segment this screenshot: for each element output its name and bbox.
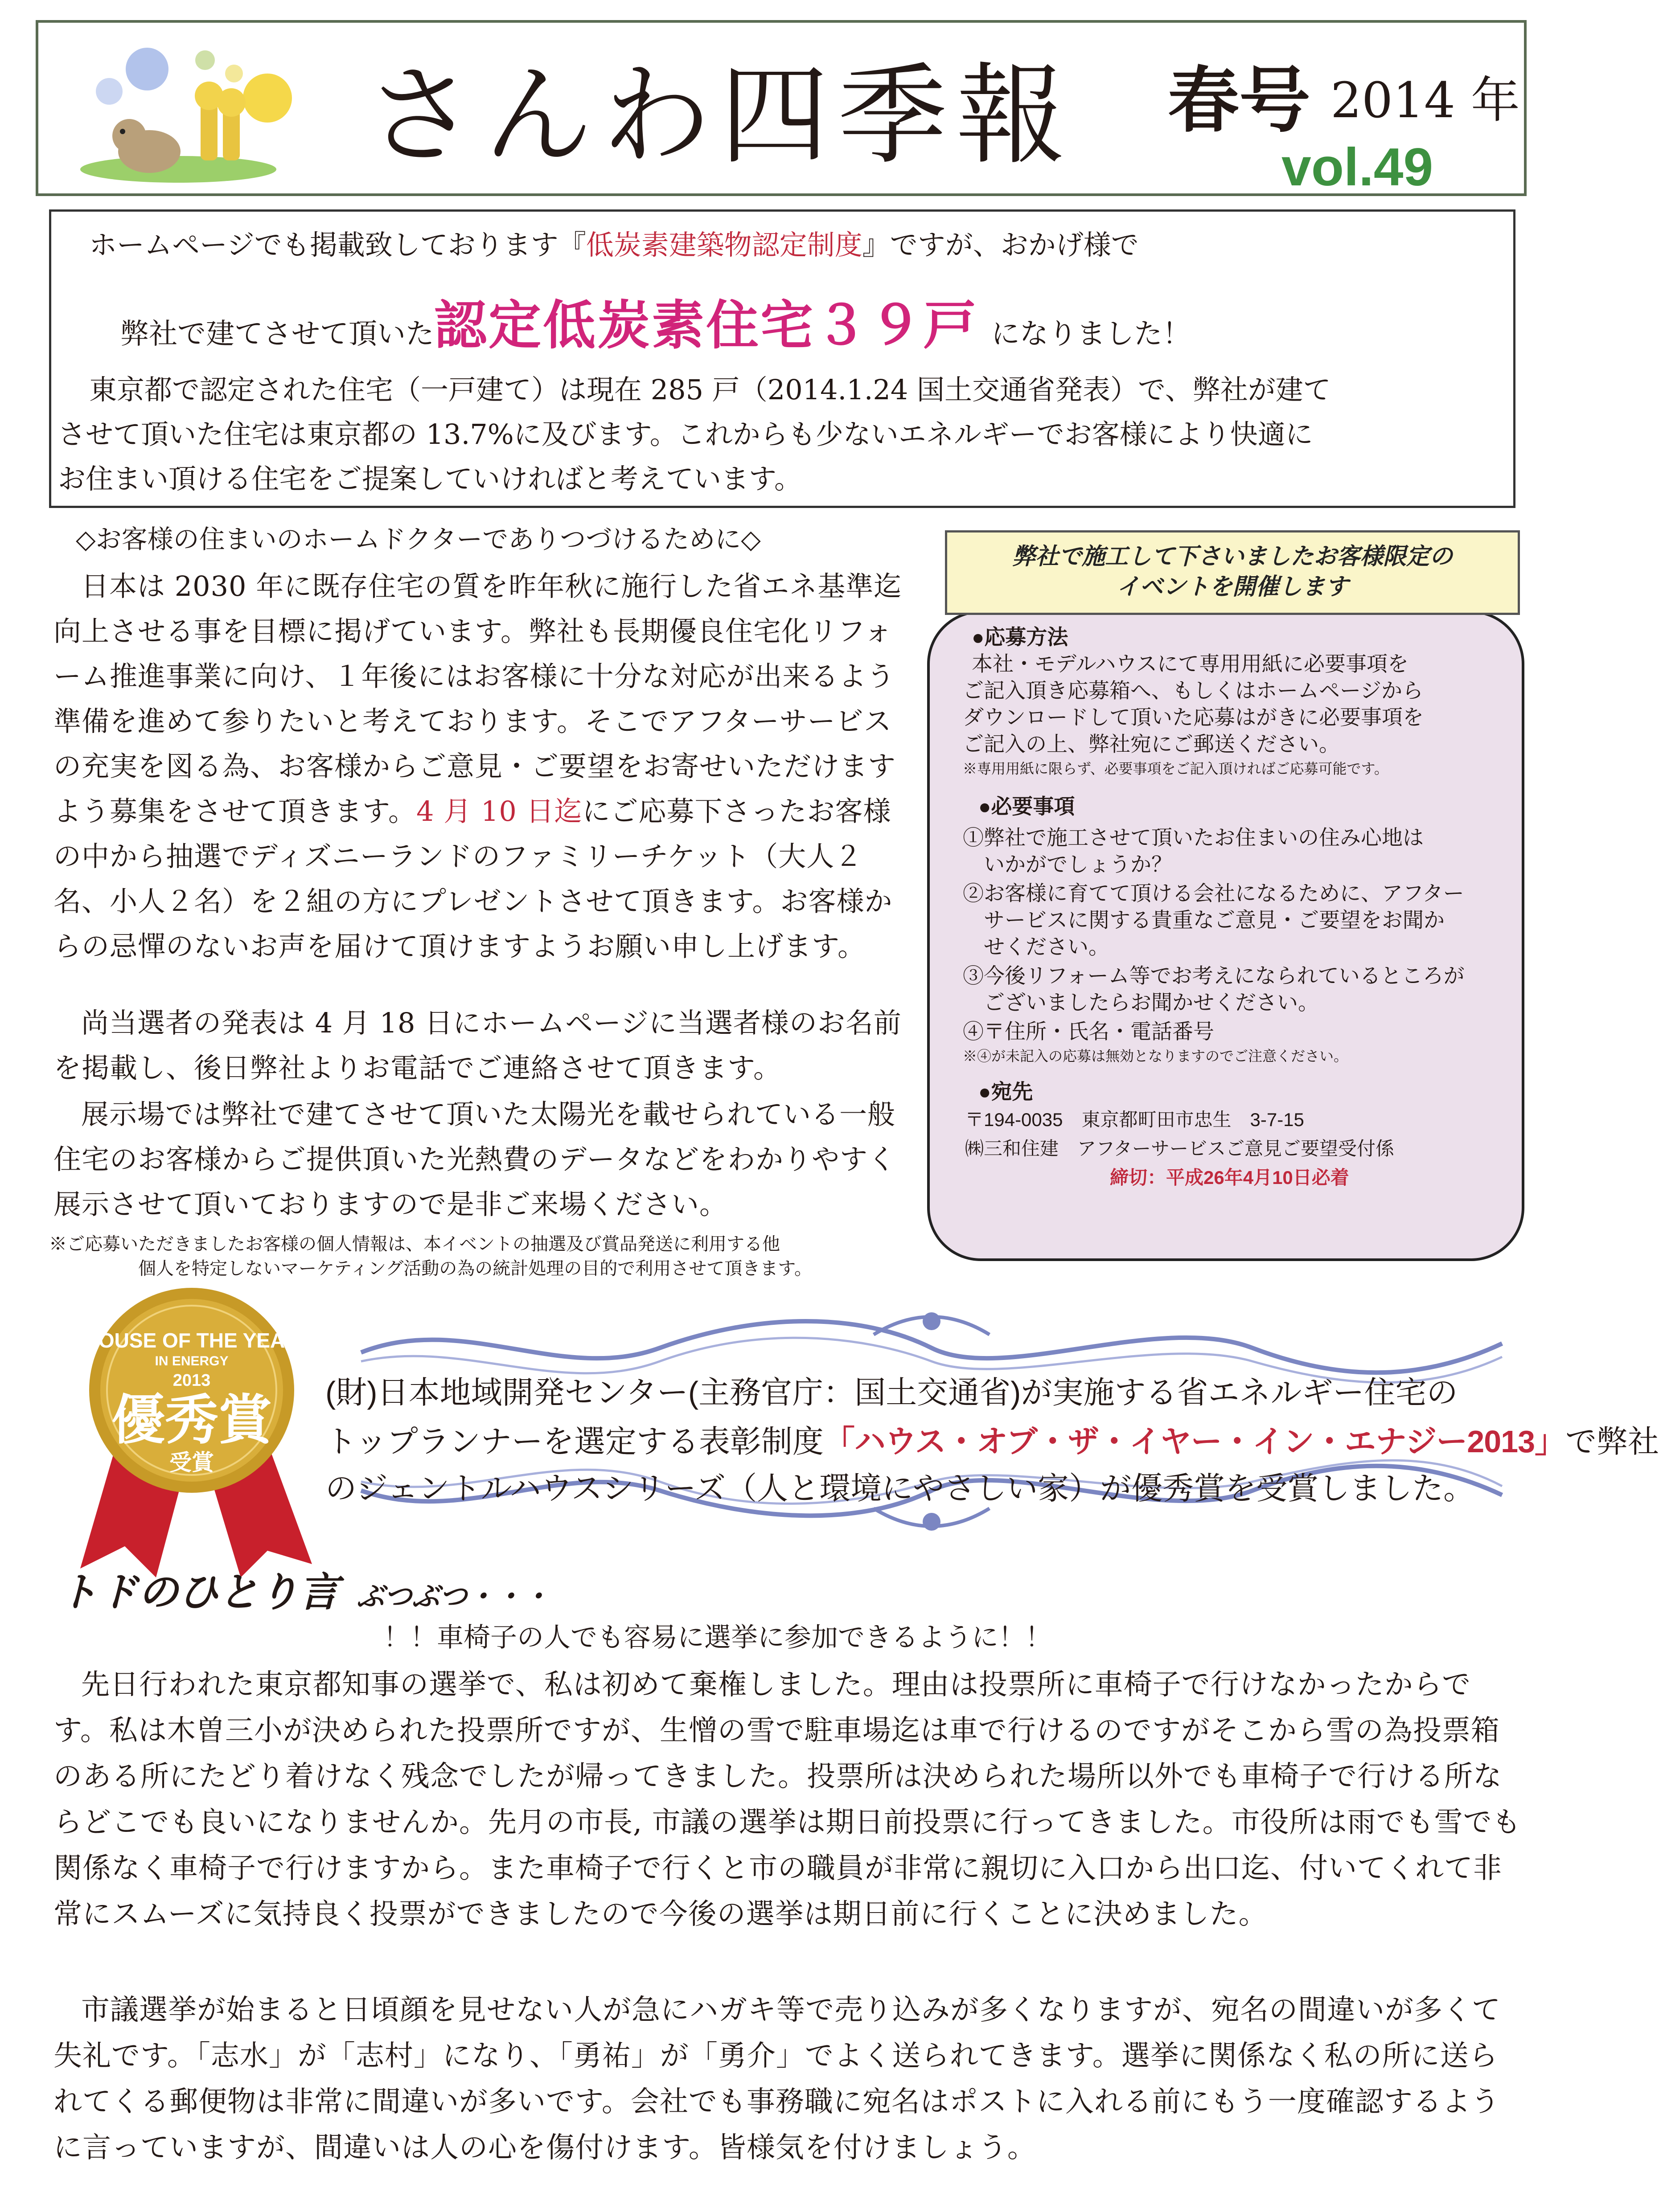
certification-link-text: 低炭素建築物認定制度 [586, 229, 862, 261]
column-title: トドのひとり言 ぶつぶつ・・・ [58, 1569, 550, 1616]
column-paragraph-1: 先日行われた東京都知事の選挙で、私は初めて棄権しました。理由は投票所に車椅子で行けなかったからです。私は木曽三小が決められた投票所ですが、生憎の雪で駐車場迄は車で行けるのですがそこから雪の為投票箱のある所にたどり着けなく残念でしたが帰ってきました。投票所は決められた場所以外でも車椅子で行ける所ならどこでも良いになりませんか。先月の市長, 市議の選挙は期日前投票に行ってきました。市役所は雨でも雪でも関係なく車椅子で行けますから。また車椅子で行くと市の職員が非常に親切に入口から出口迄、付いてくれて非常にスムーズに気持良く投票ができましたので今後の選挙は期日前に行くことに決めました。 [53, 1668, 1521, 1931]
deadline-text: 締切：平成26年4月10日必着 [1110, 1167, 1349, 1188]
award-program-name: 「ハウス・オブ・ザ・イヤー・イン・エナジー2013」 [823, 1424, 1566, 1459]
column-paragraph-2: 市議選挙が始まると日頃顔を見せない人が急にハガキ等で売り込みが多くなりますが、宛名の間違いが多くて失礼です。「志水」が「志村」になり、「勇祐」が「勇介」でよく送られてきます。選挙に関係なく私の所に送られてくる郵便物は非常に間違いが多いです。会社でも事務職に宛名はポストに入れる前にもう一度確認するように言っていますが、間違いは人の心を傷付けます。皆様気を付けましょう。 [53, 1994, 1501, 2164]
recipient-name: ㈱三和住建 アフターサービスご意見ご要望受付係 [965, 1138, 1395, 1159]
award-line-3: のジェントルハウスシリーズ（人と環境にやさしい家）が優秀賞を受賞しました。 [325, 1471, 1475, 1506]
mascot-logo [67, 40, 316, 187]
article-paragraph-1: 日本は 2030 年に既存住宅の質を昨年秋に施行した省エネ基準迄向上させる事を目標に掲げています。弊社も長期優良住宅化リフォーム推進事業に向け、１年後にはお客様に十分な対応が出来るよう準備を進めて参りたいと考えております。そこでアフターサービスの充実を図る為、お客様からご意見・ご要望をお寄せいただけますよう募集をさせて頂きます。4 月 10 日迄にご応募下さったお客様の中から抽選でディズニーランドのファミリーチケット（大人２名、小人２名）を２組の方にプレゼントさせて頂きます。お客様からの忌憚のないお声を届けて頂けますようお願い申し上げます。 [53, 570, 902, 963]
award-line-2: トップランナーを選定する表彰制度「ハウス・オブ・ザ・イヤー・イン・エナジー2013」で弊社 [325, 1424, 1659, 1459]
requirement-line: いかがでしょうか？ [963, 852, 1172, 876]
newsletter-title: さんわ四季報 [365, 52, 1074, 179]
event-title-line-1: 弊社で施工して下さいましたお客様限定の [1012, 544, 1453, 569]
requirements-heading: ●必要事項 [978, 795, 1075, 818]
issue-season: 春号 [1168, 58, 1311, 142]
requirement-line: せください。 [963, 935, 1109, 959]
method-line: 本社・モデルハウスにて専用用紙に必要事項を [972, 652, 1409, 676]
medal-label: HOUSE OF THE YEAR IN ENERGY 2013 優秀賞 受賞 [83, 1329, 300, 1475]
issue-year: 2014 年 [1330, 72, 1520, 129]
requirement-line: ございましたらお聞かせください。 [963, 991, 1319, 1014]
notice-line-4: させて頂いた住宅は東京都の 13.7%に及びます。これからも少ないエネルギーでお客様により快適に [58, 418, 1313, 451]
column-subtitle: ！！車椅子の人でも容易に選挙に参加できるように！！ [383, 1622, 1052, 1653]
award-line-1: (財)日本地域開発センター(主務官庁：国土交通省)が実施する省エネルギー住宅の [325, 1375, 1458, 1410]
event-banner [945, 530, 1520, 615]
notice-line-5: お住まい頂ける住宅をご提案していければと考えています。 [58, 463, 802, 495]
privacy-note-2: 個人を特定しないマーケティング活動の為の統計処理の目的で利用させて頂きます。 [138, 1258, 812, 1279]
notice-line-3: 東京都で認定された住宅（一戸建て）は現在 285 戸（2014.1.24 国土交通省発表）で、弊社が建て [89, 373, 1331, 406]
method-line: ダウンロードして頂いた応募はがきに必要事項を [963, 705, 1424, 729]
article-heading: ◇お客様の住まいのホームドクターでありつづけるために◇ [76, 524, 761, 554]
event-title-line-2: イベントを開催します [1116, 574, 1348, 600]
requirements-note: ※④が未記入の応募は無効となりますのでご注意ください。 [963, 1048, 1348, 1064]
method-line: ご記入頂き応募箱へ、もしくはホームページから [963, 679, 1424, 702]
mailing-address: 〒194-0035 東京都町田市忠生 3-7-15 [965, 1109, 1304, 1130]
requirement-line: ②お客様に育てて頂ける会社になるために、アフター [963, 881, 1464, 905]
notice-line-2: 弊社で建てさせて頂いた認定低炭素住宅３９戸 になりました！ [120, 295, 1191, 356]
address-heading: ●宛先 [978, 1080, 1033, 1103]
issue-volume: vol.49 [1281, 137, 1433, 197]
notice-line-1: ホームページでも掲載致しております『低炭素建築物認定制度』ですが、おかげ様で [89, 229, 1139, 261]
requirement-line: ①弊社で施工させて頂いたお住まいの住み心地は [963, 826, 1424, 849]
requirement-line: ④〒住所・氏名・電話番号 [963, 1020, 1214, 1043]
method-heading: ●応募方法 [972, 625, 1068, 649]
method-note: ※専用用紙に限らず、必要事項をご記入頂ければご応募可能です。 [963, 761, 1388, 777]
deadline-date: 4 月 10 日迄 [416, 795, 583, 827]
article-paragraph-3: 展示場では弊社で建てさせて頂いた太陽光を載せられている一般住宅のお客様からご提供頂いた光熱費のデータなどをわかりやすく展示させて頂いておりますので是非ご来場ください。 [53, 1098, 896, 1221]
method-line: ご記入の上、弊社宛にご郵送ください。 [963, 732, 1340, 756]
privacy-note-1: ※ご応募いただきましたお客様の個人情報は、本イベントの抽選及び賞品発送に利用する他 [49, 1234, 780, 1254]
article-paragraph-2: 尚当選者の発表は 4 月 18 日にホームページに当選者様のお名前を掲載し、後日弊社よりお電話でご連絡させて頂きます。 [53, 1007, 902, 1084]
requirement-line: サービスに関する貴重なご意見・ご要望をお聞か [963, 908, 1445, 932]
requirement-line: ③今後リフォーム等でお考えになられているところが [963, 964, 1465, 987]
certified-homes-headline: 認定低炭素住宅３９戸 [434, 295, 978, 356]
